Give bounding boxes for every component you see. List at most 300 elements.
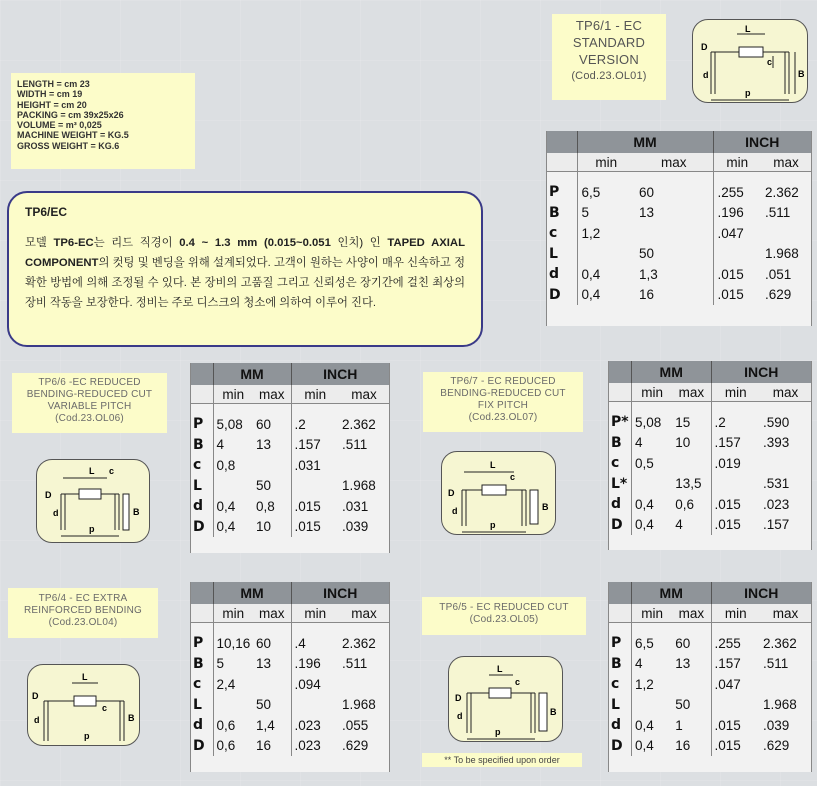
table-row bbox=[547, 203, 811, 224]
spec-line: GROSS WEIGHT = KG.6 bbox=[17, 140, 120, 151]
row-key: L bbox=[193, 696, 202, 713]
table-cell: .196 bbox=[713, 203, 761, 224]
label-c: c bbox=[515, 677, 521, 687]
table-cell: .511 bbox=[762, 656, 789, 672]
table-cell: .015 bbox=[711, 515, 760, 536]
caption-line: FIX PITCH bbox=[477, 400, 529, 411]
table-cell: 0,4 bbox=[631, 736, 672, 757]
table-cell: 4 bbox=[675, 517, 683, 533]
header-blank bbox=[191, 582, 213, 604]
table-cell: .031 bbox=[291, 455, 339, 476]
table-cell: 60 bbox=[256, 635, 272, 651]
header-mm: MM bbox=[631, 582, 711, 604]
row-key: c bbox=[193, 676, 202, 693]
component-diagram-icon bbox=[28, 665, 141, 747]
diagram-tp6-1 bbox=[692, 19, 808, 103]
table-cell: 1.968 bbox=[342, 697, 376, 713]
table-row bbox=[547, 223, 811, 244]
subheader-min: min bbox=[711, 604, 760, 623]
table-cell: .015 bbox=[291, 517, 339, 538]
label-D: D bbox=[448, 488, 455, 498]
table-cell: 0,6 bbox=[213, 736, 253, 757]
table-row bbox=[191, 695, 389, 716]
subheader-max: max bbox=[339, 385, 389, 404]
table-cell: 13 bbox=[675, 656, 691, 672]
spec-line: LENGTH = cm 23 bbox=[17, 79, 90, 89]
header-inch: INCH bbox=[291, 582, 389, 604]
table-row bbox=[191, 414, 389, 435]
row-key: D bbox=[193, 518, 205, 535]
table-row bbox=[547, 244, 811, 265]
table-cell: 0,4 bbox=[631, 515, 672, 536]
table-row bbox=[191, 715, 389, 736]
table-cell: 60 bbox=[675, 635, 691, 651]
header-mm: MM bbox=[213, 363, 291, 385]
table-row bbox=[191, 517, 389, 538]
table-cell: 0,4 bbox=[213, 496, 253, 517]
table-row bbox=[609, 695, 811, 716]
row-key: B bbox=[193, 655, 204, 672]
table-row bbox=[609, 412, 811, 433]
table-cell: .157 bbox=[711, 433, 760, 454]
table-cell: 10 bbox=[675, 435, 691, 451]
label-d: d bbox=[703, 70, 709, 80]
row-key: D bbox=[549, 286, 561, 303]
header-blank bbox=[547, 131, 577, 153]
table-cell: .039 bbox=[762, 717, 790, 733]
table-row bbox=[191, 496, 389, 517]
table-row bbox=[191, 654, 389, 675]
table-cell: 1.968 bbox=[342, 478, 376, 494]
label-p: p bbox=[84, 731, 90, 741]
spec-line: MACHINE WEIGHT = KG.5 bbox=[17, 130, 129, 141]
label-c: c bbox=[102, 703, 108, 713]
subheader-blank bbox=[547, 153, 577, 172]
table-cell bbox=[672, 453, 711, 474]
card-title: TP6/EC bbox=[25, 205, 68, 219]
description-card bbox=[7, 191, 483, 347]
table-cell bbox=[635, 223, 713, 244]
header-blank bbox=[609, 361, 631, 383]
label-L: L bbox=[745, 24, 751, 34]
row-key: L bbox=[611, 696, 620, 713]
table-cell: .157 bbox=[762, 517, 790, 533]
caption-line: (Cod.23.OL06) bbox=[55, 413, 124, 424]
table-cell: .094 bbox=[291, 674, 339, 695]
table-cell: .2 bbox=[291, 414, 339, 435]
row-key: B bbox=[193, 436, 204, 453]
table-cell: 6,5 bbox=[577, 182, 635, 203]
table-cell: 4 bbox=[213, 435, 253, 456]
subheader-min: min bbox=[711, 383, 760, 402]
diagram-tp6-4 bbox=[27, 664, 140, 746]
table-cell: .629 bbox=[765, 287, 792, 303]
row-key: d bbox=[611, 496, 622, 513]
label-p: p bbox=[495, 727, 501, 737]
header-inch: INCH bbox=[711, 582, 811, 604]
machine-specs bbox=[11, 73, 195, 169]
spec-table-tp6-1 bbox=[546, 131, 812, 326]
table-cell: .196 bbox=[291, 654, 339, 675]
label-c: c bbox=[109, 466, 115, 476]
table-cell: 15 bbox=[675, 414, 691, 430]
table-cell: .511 bbox=[765, 205, 791, 221]
row-key: d bbox=[611, 717, 622, 734]
table-cell: 6,5 bbox=[631, 633, 672, 654]
label-p: p bbox=[89, 524, 95, 534]
label-c: c bbox=[510, 472, 516, 482]
spec-table bbox=[609, 582, 811, 756]
table-cell: 50 bbox=[675, 697, 691, 713]
subheader-max: max bbox=[761, 153, 811, 172]
table-cell: 50 bbox=[256, 478, 272, 494]
label-B: B bbox=[133, 507, 140, 517]
subheader-max: max bbox=[672, 604, 711, 623]
table-cell: .039 bbox=[342, 519, 369, 535]
row-key: c bbox=[611, 676, 620, 693]
subheader-min: min bbox=[631, 604, 672, 623]
subheader-min: min bbox=[577, 153, 635, 172]
table-cell: 1.968 bbox=[762, 697, 797, 713]
table-cell: 16 bbox=[639, 287, 655, 303]
label-D: D bbox=[455, 693, 462, 703]
subheader-min: min bbox=[291, 385, 339, 404]
table-cell: .023 bbox=[291, 736, 339, 757]
table-cell bbox=[631, 695, 672, 716]
row-key: B bbox=[611, 434, 622, 451]
caption-tp6-7 bbox=[423, 372, 583, 432]
label-L: L bbox=[89, 466, 95, 476]
table-cell bbox=[339, 455, 389, 476]
subheader-max: max bbox=[760, 604, 811, 623]
label-B: B bbox=[128, 713, 135, 723]
table-cell: 0,4 bbox=[631, 494, 672, 515]
row-key: D bbox=[193, 737, 205, 754]
table-cell: 0,8 bbox=[213, 455, 253, 476]
table-cell: .531 bbox=[762, 476, 790, 492]
table-cell: 13 bbox=[256, 437, 272, 453]
table-cell: 5 bbox=[213, 654, 253, 675]
header-mm: MM bbox=[213, 582, 291, 604]
subheader-min: min bbox=[213, 604, 253, 623]
table-row bbox=[609, 515, 811, 536]
table-cell bbox=[213, 476, 253, 497]
table-cell bbox=[631, 474, 672, 495]
table-cell: .019 bbox=[711, 453, 760, 474]
table-cell: 50 bbox=[256, 697, 272, 713]
table-cell: 4 bbox=[631, 654, 672, 675]
table-row bbox=[609, 494, 811, 515]
subheader-max: max bbox=[635, 153, 713, 172]
table-cell bbox=[291, 476, 339, 497]
subheader-blank bbox=[609, 383, 631, 402]
subheader-max: max bbox=[253, 604, 291, 623]
table-cell: .2 bbox=[711, 412, 760, 433]
table-cell: .511 bbox=[342, 437, 368, 453]
caption-tp6-4 bbox=[8, 588, 158, 638]
table-cell: 5,08 bbox=[631, 412, 672, 433]
caption-line: (Cod.23.OL04) bbox=[48, 617, 118, 628]
table-cell bbox=[253, 674, 291, 695]
table-cell: .047 bbox=[711, 674, 760, 695]
spec-line: PACKING = cm 39x25x26 bbox=[17, 109, 124, 120]
diagram-tp6-5 bbox=[448, 656, 563, 742]
spec-table bbox=[191, 363, 389, 537]
table-cell: .015 bbox=[713, 285, 761, 306]
row-key: d bbox=[549, 266, 560, 283]
table-row bbox=[191, 633, 389, 654]
label-d: d bbox=[452, 506, 458, 516]
spec-line: HEIGHT = cm 20 bbox=[17, 99, 87, 110]
label-d: d bbox=[53, 508, 59, 518]
subheader-min: min bbox=[631, 383, 672, 402]
row-key: d bbox=[193, 717, 204, 734]
table-cell: 10 bbox=[256, 519, 272, 535]
table-cell bbox=[672, 674, 711, 695]
spec-table bbox=[609, 361, 811, 535]
row-key: B bbox=[549, 204, 560, 221]
table-cell: .015 bbox=[711, 494, 760, 515]
spec-table-tp6-4 bbox=[190, 582, 390, 772]
subheader-min: min bbox=[713, 153, 761, 172]
row-key: P* bbox=[611, 414, 629, 431]
table-cell: 1,3 bbox=[639, 266, 658, 282]
header-blank bbox=[609, 582, 631, 604]
table-cell bbox=[711, 474, 760, 495]
label-D: D bbox=[45, 490, 52, 500]
subheader-max: max bbox=[253, 385, 291, 404]
row-key: L bbox=[193, 477, 202, 494]
table-cell: .157 bbox=[291, 435, 339, 456]
caption-line: BENDING-REDUCED CUT bbox=[26, 389, 153, 400]
row-key: P bbox=[549, 184, 560, 201]
table-cell bbox=[213, 695, 253, 716]
label-d: d bbox=[457, 711, 463, 721]
table-row bbox=[547, 264, 811, 285]
component-diagram-icon bbox=[442, 452, 557, 536]
label-p: p bbox=[745, 88, 751, 98]
table-cell: 1,4 bbox=[256, 717, 275, 733]
table-cell: 0,4 bbox=[577, 285, 635, 306]
table-row bbox=[547, 182, 811, 203]
table-cell: .157 bbox=[711, 654, 760, 675]
row-key: P bbox=[193, 635, 204, 652]
diagram-tp6-6 bbox=[36, 459, 150, 543]
subheader-min: min bbox=[213, 385, 253, 404]
subheader-blank bbox=[609, 604, 631, 623]
caption-tp6-1 bbox=[552, 14, 666, 100]
caption-line: TP6/4 - EC EXTRA bbox=[38, 593, 128, 604]
table-row bbox=[191, 674, 389, 695]
header-inch: INCH bbox=[711, 361, 811, 383]
diagram-tp6-7 bbox=[441, 451, 556, 535]
table-row bbox=[609, 674, 811, 695]
caption-line: (Cod.23.OL07) bbox=[468, 412, 538, 423]
table-cell: 0,4 bbox=[577, 264, 635, 285]
spec-table-tp6-7 bbox=[608, 361, 812, 550]
spec-table bbox=[547, 131, 811, 305]
caption-line: TP6/7 - EC REDUCED bbox=[450, 376, 556, 387]
table-cell: .015 bbox=[713, 264, 761, 285]
table-cell: 50 bbox=[639, 246, 655, 262]
table-cell: .393 bbox=[762, 435, 790, 451]
table-cell: .4 bbox=[291, 633, 339, 654]
table-cell bbox=[253, 455, 291, 476]
table-cell bbox=[761, 223, 811, 244]
row-key: c bbox=[549, 225, 558, 242]
row-key: d bbox=[193, 498, 204, 515]
row-key: D bbox=[611, 737, 623, 754]
footnote: ** To be specified upon order bbox=[422, 753, 582, 767]
table-cell: 1.968 bbox=[765, 246, 799, 262]
row-key: D bbox=[611, 516, 623, 533]
table-cell: 4 bbox=[631, 433, 672, 454]
subheader-blank bbox=[191, 604, 213, 623]
table-cell: 13 bbox=[639, 205, 655, 221]
header-inch: INCH bbox=[713, 131, 811, 153]
table-cell: 0,4 bbox=[213, 517, 253, 538]
table-cell: 5,08 bbox=[213, 414, 253, 435]
row-key: L bbox=[549, 245, 558, 262]
subheader-min: min bbox=[291, 604, 339, 623]
table-cell: 13 bbox=[256, 656, 272, 672]
label-d: d bbox=[34, 715, 40, 725]
table-cell: 2,4 bbox=[213, 674, 253, 695]
caption-line: REINFORCED BENDING bbox=[23, 605, 143, 616]
table-cell: .629 bbox=[342, 738, 369, 754]
table-cell: 1,2 bbox=[631, 674, 672, 695]
table-cell: 60 bbox=[639, 184, 655, 200]
table-cell: 16 bbox=[675, 738, 691, 754]
spec-table-tp6-5 bbox=[608, 582, 812, 772]
table-cell: .590 bbox=[762, 414, 790, 430]
label-B: B bbox=[550, 707, 557, 717]
spec-table-tp6-6 bbox=[190, 363, 390, 553]
caption-tp6-6 bbox=[12, 373, 167, 433]
table-cell: .629 bbox=[762, 738, 790, 754]
label-p: p bbox=[490, 520, 496, 530]
label-L: L bbox=[490, 460, 496, 470]
table-cell bbox=[760, 674, 811, 695]
table-cell: 0,4 bbox=[631, 715, 672, 736]
table-cell: .031 bbox=[342, 498, 369, 514]
table-row bbox=[609, 715, 811, 736]
caption-line: TP6/6 -EC REDUCED bbox=[38, 377, 141, 388]
table-row bbox=[191, 435, 389, 456]
table-row bbox=[191, 736, 389, 757]
table-cell: 60 bbox=[256, 416, 272, 432]
table-cell bbox=[711, 695, 760, 716]
table-cell: .055 bbox=[342, 717, 369, 733]
subheader-max: max bbox=[672, 383, 711, 402]
table-cell bbox=[713, 244, 761, 265]
label-L: L bbox=[82, 672, 88, 682]
subheader-max: max bbox=[760, 383, 811, 402]
header-mm: MM bbox=[577, 131, 713, 153]
spec-line: VOLUME = m³ 0,025 bbox=[17, 120, 102, 131]
table-cell: .015 bbox=[291, 496, 339, 517]
label-D: D bbox=[32, 691, 39, 701]
table-cell: 2.362 bbox=[765, 184, 799, 200]
header-inch: INCH bbox=[291, 363, 389, 385]
table-row bbox=[547, 285, 811, 306]
table-row bbox=[609, 453, 811, 474]
caption-tp6-5 bbox=[422, 597, 586, 635]
label-L: L bbox=[497, 664, 503, 674]
table-cell: .511 bbox=[342, 656, 368, 672]
table-cell: 10,16 bbox=[213, 633, 253, 654]
table-cell: .255 bbox=[713, 182, 761, 203]
table-cell: 2.362 bbox=[342, 416, 376, 432]
caption-line: BENDING-REDUCED CUT bbox=[440, 388, 566, 399]
component-diagram-icon bbox=[449, 657, 564, 743]
table-row bbox=[609, 633, 811, 654]
caption-line: VARIABLE PITCH bbox=[47, 401, 132, 412]
table-cell bbox=[291, 695, 339, 716]
row-key: L* bbox=[611, 475, 628, 492]
label-B: B bbox=[798, 69, 805, 79]
spec-table bbox=[191, 582, 389, 756]
table-cell: 0,6 bbox=[675, 496, 695, 512]
table-cell: 1,2 bbox=[577, 223, 635, 244]
table-cell: 2.362 bbox=[762, 635, 797, 651]
caption-line: (Cod.23.OL01) bbox=[571, 70, 647, 82]
subheader-blank bbox=[191, 385, 213, 404]
row-key: c bbox=[193, 457, 202, 474]
caption-line: STANDARD bbox=[572, 35, 646, 50]
spec-line: WIDTH = cm 19 bbox=[17, 89, 83, 100]
label-D: D bbox=[701, 42, 708, 52]
card-description: 모델 TP6-EC는 리드 직경이 0.4 ~ 1.3 mm (0.015~0.051 인치) 인 TAPED AXIAL COMPONENT의 컷팅 및 벤딩을 위해 설계되었다. 고객이 원하는 사양이 매우 신속하고 정확한 방법에 의해 조정될 수 있다. 본 장비의 고품질 그리고 신뢰성은 장기간에 걸친 최상의 장비 작동을 보장한다. 정비는 주로 디스크의 청소에 의하여 이루어 진다. bbox=[25, 237, 465, 309]
table-cell: 16 bbox=[256, 738, 272, 754]
table-cell: 13,5 bbox=[675, 476, 702, 492]
table-cell bbox=[760, 453, 811, 474]
table-cell bbox=[577, 244, 635, 265]
header-blank bbox=[191, 363, 213, 385]
table-row bbox=[609, 736, 811, 757]
caption-line: TP6/5 - EC REDUCED CUT bbox=[439, 602, 569, 613]
header-mm: MM bbox=[631, 361, 711, 383]
table-cell: .015 bbox=[711, 715, 760, 736]
label-c: c bbox=[767, 57, 773, 67]
component-diagram-icon bbox=[693, 20, 809, 104]
caption-line: TP6/1 - EC bbox=[575, 18, 643, 33]
table-cell: .047 bbox=[713, 223, 761, 244]
table-cell: .051 bbox=[765, 266, 792, 282]
table-cell: .023 bbox=[762, 496, 790, 512]
table-cell: 1 bbox=[675, 717, 683, 733]
table-cell: .015 bbox=[711, 736, 760, 757]
table-cell: 2.362 bbox=[342, 635, 376, 651]
row-key: B bbox=[611, 655, 622, 672]
label-B: B bbox=[542, 502, 549, 512]
table-cell: 5 bbox=[577, 203, 635, 224]
subheader-max: max bbox=[339, 604, 389, 623]
table-cell bbox=[339, 674, 389, 695]
table-row bbox=[191, 455, 389, 476]
table-cell: 0,8 bbox=[256, 498, 275, 514]
table-row bbox=[609, 474, 811, 495]
table-cell: .023 bbox=[291, 715, 339, 736]
caption-line: VERSION bbox=[579, 52, 639, 67]
table-cell: 0,6 bbox=[213, 715, 253, 736]
table-row bbox=[191, 476, 389, 497]
table-row bbox=[609, 654, 811, 675]
row-key: P bbox=[611, 635, 622, 652]
table-row bbox=[609, 433, 811, 454]
row-key: P bbox=[193, 416, 204, 433]
row-key: c bbox=[611, 455, 620, 472]
